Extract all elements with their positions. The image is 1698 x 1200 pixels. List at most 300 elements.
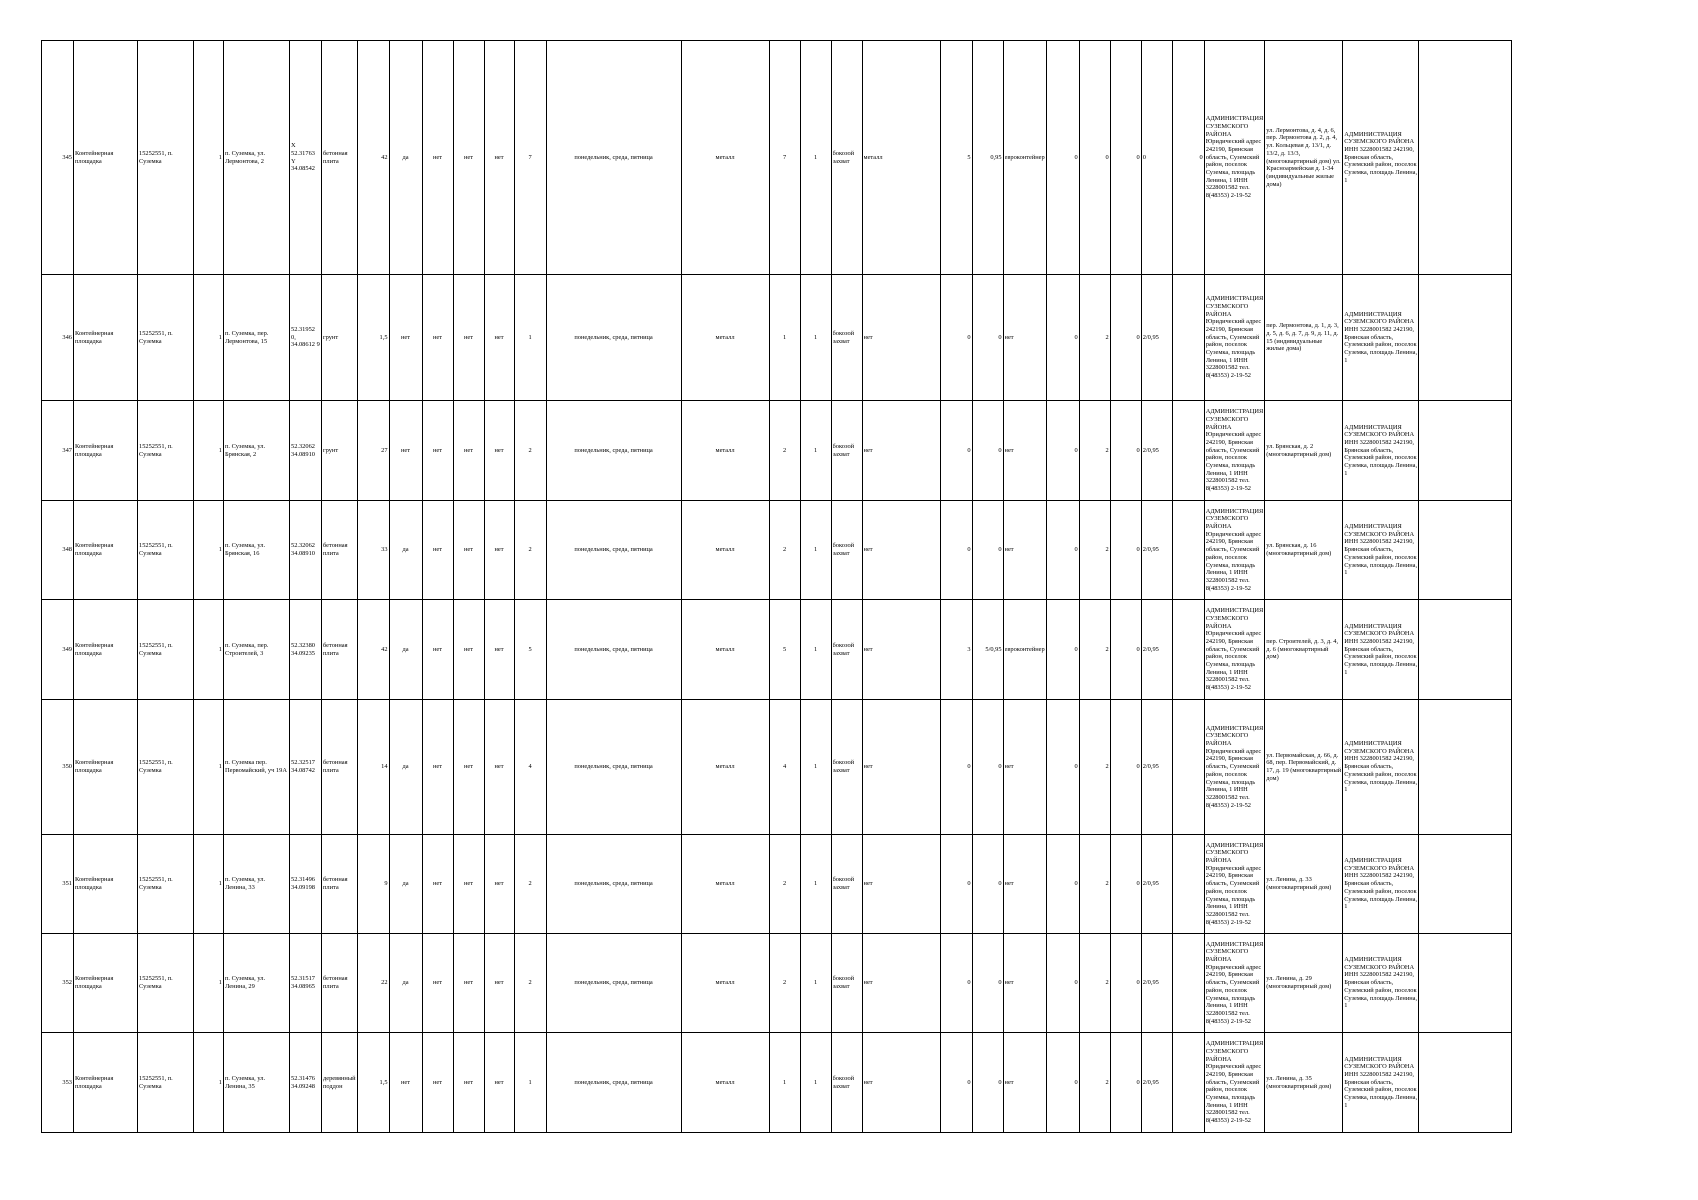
cell-text-address: п. Суземка, ул. Лермонтова, 2	[225, 149, 266, 165]
cell-text-coords: 52.31517 34.08965	[291, 975, 315, 990]
cell-z1	[1046, 501, 1079, 600]
cell-c1	[422, 835, 453, 934]
cell-z3	[1110, 501, 1141, 600]
cell-surface	[322, 934, 358, 1033]
cell-text-z2: 2	[1105, 333, 1109, 341]
cell-sources	[1265, 275, 1343, 401]
cell-text-bcnt: 0	[967, 1078, 971, 1086]
cell-text-bcnt: 0	[967, 979, 971, 987]
cell-text-z1: 0	[1074, 880, 1078, 888]
cell-type	[74, 1033, 138, 1133]
cell-text-one2: 1	[813, 333, 818, 341]
cell-btype	[1003, 401, 1046, 501]
cell-bvol	[972, 934, 1003, 1033]
cell-text-coords: X 52.31763 Y 34.08542	[291, 142, 315, 173]
cell-text-code: 15252551, п. Суземка	[139, 876, 173, 891]
cell-text-count: 4	[528, 763, 532, 771]
cell-text-c1: нет	[433, 763, 443, 771]
cell-text-bmat: нет	[863, 446, 873, 454]
cell-text-z2: 2	[1105, 763, 1109, 771]
cell-num	[42, 275, 74, 401]
cell-z2	[1079, 41, 1110, 275]
cell-bunker	[831, 934, 862, 1033]
cell-code	[138, 835, 194, 934]
cell-text-material: металл	[715, 333, 735, 341]
cell-text-coords: 52.32062 34.08910	[291, 542, 315, 557]
cell-text-c1: нет	[433, 546, 443, 554]
cell-text-fence: нет	[401, 333, 411, 341]
cell-bvol	[972, 501, 1003, 600]
cell-days	[546, 41, 681, 275]
cell-text-surface: бетонная плита	[323, 542, 348, 557]
cell-fence	[389, 835, 422, 934]
cell-text-bunker: бокозой захват	[832, 1074, 855, 1090]
cell-text-c2: нет	[464, 546, 474, 554]
cell-btype	[1003, 501, 1046, 600]
cell-text-count2: 2	[782, 446, 787, 454]
cell-text-c1: нет	[433, 880, 443, 888]
cell-text-area: 22	[381, 979, 388, 987]
cell-count	[514, 600, 546, 700]
cell-text-operator: АДМИНИСТРАЦИЯ СУЗЕМСКОГО РАЙОНА ИНН 3228001582 242190, Брянская область, Суземский район, поселок Суземка, площадь Ленина, 1	[1344, 857, 1418, 911]
cell-bmat	[862, 41, 940, 275]
cell-text-one: 1	[218, 979, 222, 987]
cell-count2	[769, 835, 800, 934]
cell-text-operator: АДМИНИСТРАЦИЯ СУЗЕМСКОГО РАЙОНА ИНН 3228001582 242190, Брянская область, Суземский район, поселок Суземка, площадь Ленина, 1	[1344, 740, 1418, 794]
cell-z5	[1172, 275, 1204, 401]
cell-text-c3: нет	[494, 645, 504, 653]
cell-text-one2: 1	[813, 546, 818, 554]
cell-text-bvol: 0	[998, 880, 1002, 888]
cell-text-c2: нет	[464, 153, 474, 161]
cell-text-one: 1	[218, 546, 222, 554]
cell-sources	[1265, 401, 1343, 501]
cell-owner	[1204, 835, 1265, 934]
cell-c1	[422, 1033, 453, 1133]
cell-count	[514, 700, 546, 835]
cell-area	[357, 600, 389, 700]
cell-text-owner: АДМИНИСТРАЦИЯ СУЗЕМСКОГО РАЙОНА Юридический адрес 242190, Брянская область, Суземский район, поселок Суземка, площадь Ленина, 1 ИНН 3228001582 тел. 8(48353) 2-19-52	[1205, 607, 1264, 692]
cell-one	[194, 41, 224, 275]
cell-type	[74, 501, 138, 600]
cell-z2	[1079, 835, 1110, 934]
cell-z1	[1046, 835, 1079, 934]
cell-owner	[1204, 275, 1265, 401]
cell-text-sources: ул. Лермонтова, д. 4, д. 6, пер. Лермонтова д. 2, д. 4, ул. Кольцевая д. 13/1, д. 13/2, д. 13/3, (многоквартирный дом) ул. Красноармейская д. 1-34 (индивидуальные жилые дома)	[1266, 126, 1341, 188]
cell-bunker	[831, 600, 862, 700]
cell-sources	[1265, 1033, 1343, 1133]
cell-text-days: понедельник, среда, пятница	[574, 645, 653, 653]
cell-text-sources: ул. Брянская, д. 16 (многоквартирный дом)	[1266, 542, 1332, 557]
cell-z4	[1141, 401, 1172, 501]
cell-coords	[290, 1033, 322, 1133]
cell-z1	[1046, 934, 1079, 1033]
cell-text-sources: ул. Ленина, д. 33 (многоквартирный дом)	[1266, 876, 1332, 891]
cell-fence	[389, 275, 422, 401]
cell-text-bunker: бокозой захват	[832, 759, 855, 774]
cell-text-z1: 0	[1074, 153, 1078, 161]
cell-text-fence: да	[402, 645, 409, 653]
cell-z4	[1141, 600, 1172, 700]
cell-bmat	[862, 700, 940, 835]
cell-c1	[422, 934, 453, 1033]
cell-bcnt	[940, 401, 972, 501]
cell-text-bunker: бокозой захват	[832, 641, 855, 657]
cell-text-coords: 52.31952 0, 34.08612 9	[291, 325, 320, 349]
cell-text-owner: АДМИНИСТРАЦИЯ СУЗЕМСКОГО РАЙОНА Юридический адрес 242190, Брянская область, Суземский район, поселок Суземка, площадь Ленина, 1 ИНН 3228001582 тел. 8(48353) 2-19-52	[1205, 408, 1264, 493]
cell-surface	[322, 275, 358, 401]
table-row	[42, 501, 1512, 600]
cell-area	[357, 700, 389, 835]
cell-c3	[484, 401, 514, 501]
cell-c2	[453, 1033, 484, 1133]
cell-z4	[1141, 934, 1172, 1033]
cell-text-c1: нет	[433, 333, 443, 341]
cell-days	[546, 835, 681, 934]
cell-address	[224, 600, 290, 700]
cell-z3	[1110, 275, 1141, 401]
cell-text-surface: грунт	[323, 333, 339, 341]
cell-area	[357, 41, 389, 275]
cell-c3	[484, 275, 514, 401]
cell-surface	[322, 1033, 358, 1133]
cell-text-num: 353	[62, 1078, 72, 1086]
cell-one2	[800, 41, 831, 275]
cell-text-days: понедельник, среда, пятница	[574, 153, 653, 161]
cell-coords	[290, 700, 322, 835]
cell-text-bcnt: 3	[967, 645, 971, 653]
cell-text-bunker: бокозой захват	[832, 442, 855, 458]
cell-text-c1: нет	[433, 979, 443, 987]
cell-text-address: п. Суземка, пер. Строителей, 3	[225, 641, 269, 657]
cell-text-one: 1	[218, 446, 222, 454]
cell-bmat	[862, 600, 940, 700]
cell-text-c2: нет	[464, 1078, 474, 1086]
cell-text-num: 349	[62, 645, 72, 653]
cell-empty	[1419, 41, 1512, 275]
cell-btype	[1003, 41, 1046, 275]
cell-text-c3: нет	[494, 333, 504, 341]
cell-text-one: 1	[218, 763, 222, 771]
cell-count	[514, 41, 546, 275]
cell-bcnt	[940, 700, 972, 835]
cell-c1	[422, 401, 453, 501]
cell-text-bmat: нет	[863, 979, 873, 987]
cell-text-c2: нет	[464, 880, 474, 888]
cell-material	[681, 41, 769, 275]
cell-c3	[484, 700, 514, 835]
cell-text-type: Контейнерная площадка	[75, 442, 114, 458]
cell-text-c3: нет	[494, 880, 504, 888]
cell-text-operator: АДМИНИСТРАЦИЯ СУЗЕМСКОГО РАЙОНА ИНН 3228001582 242190, Брянская область, Суземский район, поселок Суземка, площадь Ленина, 1	[1344, 523, 1418, 577]
cell-text-operator: АДМИНИСТРАЦИЯ СУЗЕМСКОГО РАЙОНА ИНН 3228001582 242190, Брянская область, Суземский район, поселок Суземка, площадь Ленина, 1	[1344, 130, 1418, 184]
cell-count2	[769, 401, 800, 501]
cell-text-bcnt: 0	[967, 763, 971, 771]
cell-text-code: 15252551, п. Суземка	[139, 149, 173, 165]
cell-one	[194, 835, 224, 934]
table-row	[42, 401, 1512, 501]
cell-bmat	[862, 835, 940, 934]
cell-text-c3: нет	[494, 763, 504, 771]
cell-one	[194, 501, 224, 600]
cell-text-bvol: 0	[998, 1078, 1002, 1086]
cell-count2	[769, 1033, 800, 1133]
cell-text-z2: 2	[1105, 880, 1109, 888]
cell-text-surface: бетонная плита	[323, 641, 348, 657]
cell-num	[42, 934, 74, 1033]
cell-text-area: 1,5	[379, 333, 388, 341]
cell-operator	[1343, 501, 1419, 600]
cell-z5	[1172, 835, 1204, 934]
cell-z3	[1110, 835, 1141, 934]
cell-area	[357, 1033, 389, 1133]
cell-c2	[453, 501, 484, 600]
cell-text-bvol: 0	[998, 333, 1002, 341]
cell-text-owner: АДМИНИСТРАЦИЯ СУЗЕМСКОГО РАЙОНА Юридический адрес 242190, Брянская область, Суземский район, поселок Суземка, площадь Ленина, 1 ИНН 3228001582 тел. 8(48353) 2-19-52	[1205, 295, 1264, 380]
cell-coords	[290, 401, 322, 501]
cell-z3	[1110, 600, 1141, 700]
cell-z1	[1046, 41, 1079, 275]
cell-c3	[484, 501, 514, 600]
cell-days	[546, 501, 681, 600]
cell-text-days: понедельник, среда, пятница	[574, 546, 653, 554]
cell-z5	[1172, 501, 1204, 600]
cell-text-bcnt: 0	[967, 333, 971, 341]
cell-text-z1: 0	[1074, 546, 1078, 554]
cell-text-btype: евроконтейнер	[1004, 153, 1045, 161]
cell-text-c3: нет	[494, 979, 504, 987]
cell-code	[138, 934, 194, 1033]
cell-z2	[1079, 700, 1110, 835]
cell-material	[681, 600, 769, 700]
cell-address	[224, 934, 290, 1033]
cell-num	[42, 835, 74, 934]
cell-text-num: 345	[62, 153, 72, 161]
cell-fence	[389, 1033, 422, 1133]
cell-text-type: Контейнерная площадка	[75, 1074, 114, 1090]
cell-num	[42, 41, 74, 275]
cell-operator	[1343, 401, 1419, 501]
cell-operator	[1343, 600, 1419, 700]
cell-c2	[453, 700, 484, 835]
cell-owner	[1204, 501, 1265, 600]
cell-text-sources: ул. Брянская, д. 2 (многоквартирный дом)	[1266, 442, 1332, 458]
cell-text-z2: 2	[1105, 1078, 1109, 1086]
cell-text-count: 1	[528, 333, 532, 341]
cell-coords	[290, 934, 322, 1033]
cell-text-c1: нет	[433, 446, 443, 454]
cell-operator	[1343, 41, 1419, 275]
cell-count	[514, 934, 546, 1033]
cell-surface	[322, 600, 358, 700]
cell-z1	[1046, 600, 1079, 700]
cell-bunker	[831, 1033, 862, 1133]
cell-text-num: 346	[62, 333, 72, 341]
cell-days	[546, 275, 681, 401]
cell-one	[194, 600, 224, 700]
cell-surface	[322, 835, 358, 934]
cell-owner	[1204, 1033, 1265, 1133]
cell-text-coords: 52.32062 34.08910	[291, 442, 315, 458]
cell-text-z1: 0	[1074, 1078, 1078, 1086]
cell-count2	[769, 600, 800, 700]
cell-one	[194, 275, 224, 401]
cell-text-type: Контейнерная площадка	[75, 759, 114, 774]
cell-text-bmat: нет	[863, 333, 873, 341]
cell-type	[74, 275, 138, 401]
cell-type	[74, 700, 138, 835]
cell-text-surface: бетонная плита	[323, 876, 348, 891]
cell-bmat	[862, 1033, 940, 1133]
cell-bvol	[972, 401, 1003, 501]
cell-fence	[389, 401, 422, 501]
cell-bvol	[972, 600, 1003, 700]
cell-text-btype: нет	[1004, 880, 1014, 888]
cell-text-count2: 5	[782, 645, 787, 653]
cell-count2	[769, 700, 800, 835]
cell-address	[224, 401, 290, 501]
cell-z1	[1046, 401, 1079, 501]
cell-text-code: 15252551, п. Суземка	[139, 641, 173, 657]
cell-material	[681, 401, 769, 501]
cell-empty	[1419, 934, 1512, 1033]
cell-text-c2: нет	[464, 645, 474, 653]
cell-sources	[1265, 934, 1343, 1033]
cell-bvol	[972, 835, 1003, 934]
cell-c3	[484, 934, 514, 1033]
cell-area	[357, 934, 389, 1033]
cell-area	[357, 401, 389, 501]
cell-text-count: 5	[528, 645, 532, 653]
cell-coords	[290, 275, 322, 401]
cell-text-one2: 1	[813, 446, 818, 454]
cell-operator	[1343, 700, 1419, 835]
cell-text-z4: 2/0,95	[1142, 333, 1159, 341]
cell-text-address: п. Суземка, ул. Ленина, 33	[225, 876, 266, 891]
cell-one	[194, 401, 224, 501]
cell-address	[224, 275, 290, 401]
cell-c1	[422, 700, 453, 835]
cell-text-material: металл	[715, 645, 735, 653]
cell-z3	[1110, 934, 1141, 1033]
cell-text-c3: нет	[494, 446, 504, 454]
cell-z1	[1046, 700, 1079, 835]
cell-c2	[453, 600, 484, 700]
cell-text-c1: нет	[433, 1078, 443, 1086]
cell-empty	[1419, 401, 1512, 501]
cell-text-one2: 1	[813, 880, 818, 888]
cell-coords	[290, 41, 322, 275]
cell-text-z2: 2	[1105, 446, 1109, 454]
cell-text-material: металл	[715, 153, 735, 161]
cell-text-count2: 1	[782, 1078, 787, 1086]
cell-text-sources: ул. Ленина, д. 29 (многоквартирный дом)	[1266, 975, 1332, 990]
cell-text-owner: АДМИНИСТРАЦИЯ СУЗЕМСКОГО РАЙОНА Юридический адрес 242190, Брянская область, Суземский район, поселок Суземка, площадь Ленина, 1 ИНН 3228001582 тел. 8(48353) 2-19-52	[1205, 115, 1264, 200]
cell-text-fence: нет	[401, 446, 411, 454]
cell-text-bunker: бокозой захват	[832, 149, 855, 165]
cell-type	[74, 934, 138, 1033]
cell-text-operator: АДМИНИСТРАЦИЯ СУЗЕМСКОГО РАЙОНА ИНН 3228001582 242190, Брянская область, Суземский район, поселок Суземка, площадь Ленина, 1	[1344, 423, 1418, 477]
cell-text-z2: 0	[1105, 153, 1109, 161]
cell-text-one2: 1	[813, 979, 818, 987]
cell-text-btype: евроконтейнер	[1004, 645, 1045, 653]
cell-text-coords: 52.31496 34.09198	[291, 876, 315, 891]
cell-text-num: 350	[62, 763, 72, 771]
cell-c2	[453, 934, 484, 1033]
cell-text-area: 42	[381, 645, 388, 653]
cell-text-owner: АДМИНИСТРАЦИЯ СУЗЕМСКОГО РАЙОНА Юридический адрес 242190, Брянская область, Суземский район, поселок Суземка, площадь Ленина, 1 ИНН 3228001582 тел. 8(48353) 2-19-52	[1205, 507, 1264, 592]
cell-text-owner: АДМИНИСТРАЦИЯ СУЗЕМСКОГО РАЙОНА Юридический адрес 242190, Брянская область, Суземский район, поселок Суземка, площадь Ленина, 1 ИНН 3228001582 тел. 8(48353) 2-19-52	[1205, 841, 1264, 926]
cell-text-address: п. Суземка пер. Первомайский, уч 19А	[225, 759, 287, 774]
cell-bunker	[831, 401, 862, 501]
cell-text-bcnt: 0	[967, 880, 971, 888]
cell-text-count: 2	[528, 880, 532, 888]
cell-text-z4: 2/0,95	[1142, 1078, 1159, 1086]
cell-text-z4: 2/0,95	[1142, 880, 1159, 888]
cell-material	[681, 700, 769, 835]
cell-fence	[389, 41, 422, 275]
cell-z3	[1110, 401, 1141, 501]
cell-text-z3: 0	[1136, 763, 1140, 771]
cell-text-material: металл	[715, 1078, 735, 1086]
cell-num	[42, 700, 74, 835]
cell-text-z4: 2/0,95	[1142, 546, 1159, 554]
cell-text-days: понедельник, среда, пятница	[574, 1078, 653, 1086]
cell-text-count2: 2	[782, 979, 787, 987]
cell-count2	[769, 934, 800, 1033]
cell-num	[42, 401, 74, 501]
cell-text-coords: 52.32380 34.09235	[291, 641, 315, 657]
cell-empty	[1419, 275, 1512, 401]
cell-text-z4: 2/0,95	[1142, 763, 1159, 771]
cell-text-operator: АДМИНИСТРАЦИЯ СУЗЕМСКОГО РАЙОНА ИНН 3228001582 242190, Брянская область, Суземский район, поселок Суземка, площадь Ленина, 1	[1344, 622, 1418, 676]
cell-text-count2: 1	[782, 333, 787, 341]
cell-text-days: понедельник, среда, пятница	[574, 763, 653, 771]
table-row	[42, 600, 1512, 700]
cell-fence	[389, 700, 422, 835]
cell-btype	[1003, 275, 1046, 401]
cell-address	[224, 501, 290, 600]
cell-code	[138, 1033, 194, 1133]
cell-text-count: 7	[528, 153, 532, 161]
cell-type	[74, 600, 138, 700]
cell-text-one: 1	[218, 880, 222, 888]
cell-bvol	[972, 1033, 1003, 1133]
cell-text-material: металл	[715, 979, 735, 987]
cell-bmat	[862, 401, 940, 501]
cell-operator	[1343, 934, 1419, 1033]
cell-coords	[290, 501, 322, 600]
cell-text-type: Контейнерная площадка	[75, 329, 114, 345]
cell-text-z4: 2/0,95	[1142, 446, 1159, 454]
cell-text-material: металл	[715, 446, 735, 454]
cell-btype	[1003, 1033, 1046, 1133]
cell-text-z1: 0	[1074, 645, 1078, 653]
cell-z5	[1172, 934, 1204, 1033]
cell-text-num: 348	[62, 546, 72, 554]
cell-bunker	[831, 275, 862, 401]
cell-text-z3: 0	[1136, 645, 1140, 653]
cell-text-bunker: бокозой захват	[832, 329, 855, 345]
cell-z2	[1079, 275, 1110, 401]
cell-days	[546, 401, 681, 501]
cell-address	[224, 41, 290, 275]
cell-text-area: 42	[381, 153, 388, 161]
cell-text-coords: 52.31476 34.09248	[291, 1074, 315, 1090]
cell-z4	[1141, 700, 1172, 835]
cell-code	[138, 41, 194, 275]
cell-text-fence: да	[402, 880, 409, 888]
